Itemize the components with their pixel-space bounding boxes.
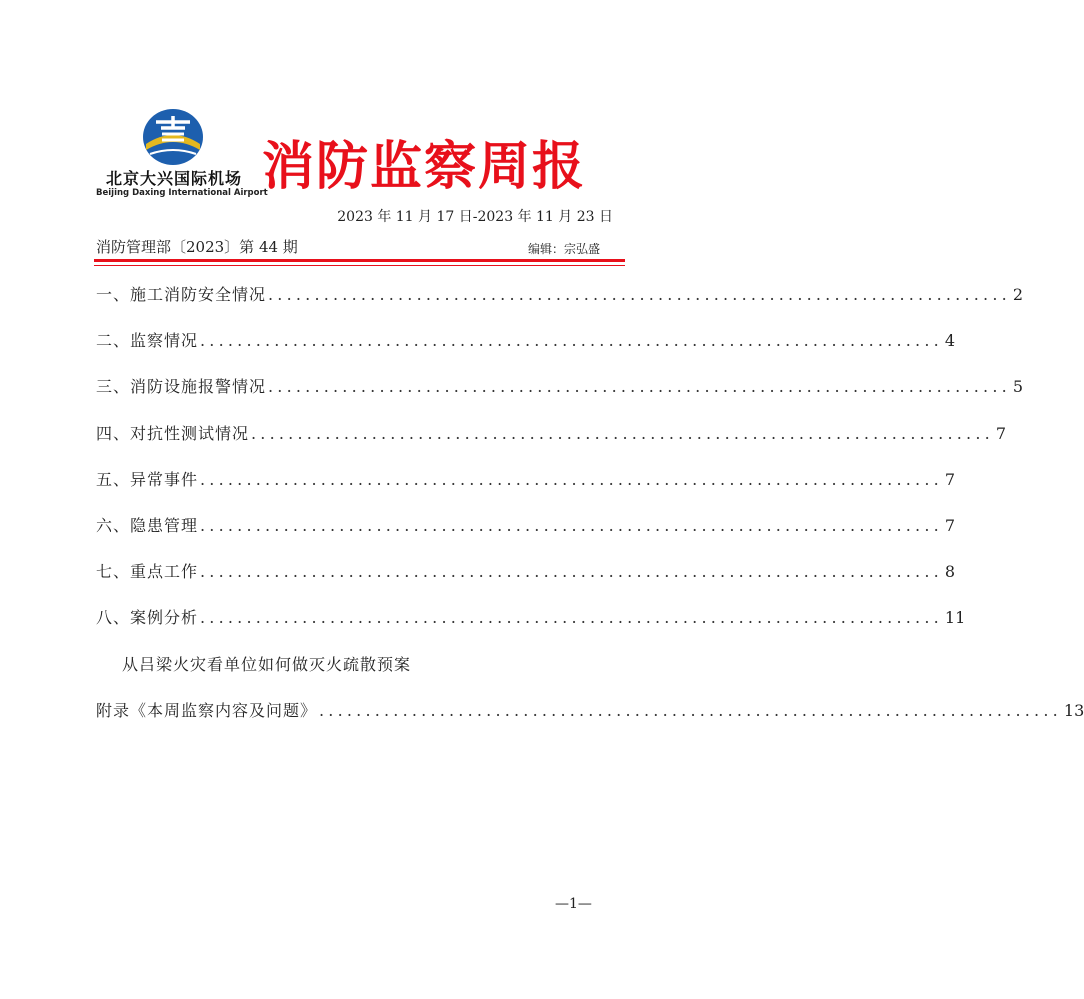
- toc-entry[interactable]: [96, 282, 1024, 328]
- toc-entry[interactable]: [96, 467, 956, 513]
- toc-appendix-entry[interactable]: [96, 698, 1084, 744]
- toc-entry-label: 五、异常事件: [96, 469, 199, 489]
- toc-entry[interactable]: [96, 328, 956, 374]
- toc-entry-page: 4: [944, 331, 956, 351]
- airport-logo: [96, 106, 268, 202]
- page-number: —1—: [555, 896, 592, 912]
- toc-entry-label: 六、隐患管理: [96, 515, 199, 535]
- toc-entry[interactable]: [96, 513, 956, 559]
- toc-leader-dots: ................................................................................: [268, 285, 1011, 304]
- toc-leader-dots: ................................................................................: [200, 562, 943, 582]
- logo-english-name: Beijing Daxing International Airport: [96, 188, 268, 198]
- toc-entry-label: 八、案例分析: [96, 608, 199, 628]
- toc-entry-page: 7: [944, 469, 956, 489]
- logo-chinese-name: 北京大兴国际机场: [105, 169, 242, 188]
- toc-leader-dots: ................................................................................: [268, 377, 1011, 397]
- report-title: 消防监察周报: [262, 136, 587, 197]
- toc-appendix-label: 附录《本周监察内容及问题》: [96, 700, 318, 720]
- toc-leader-dots: ................................................................................: [200, 469, 943, 489]
- toc-entry-page: 2: [1012, 285, 1024, 304]
- toc-entry[interactable]: [96, 374, 1024, 420]
- toc-entry-label: 七、重点工作: [96, 562, 199, 582]
- toc-entry-page: 7: [995, 423, 1007, 443]
- toc-leader-dots: ................................................................................: [251, 423, 994, 443]
- toc-leader-dots: ................................................................................: [319, 700, 1062, 720]
- toc-subentry[interactable]: 从吕梁火灾看单位如何做灭火疏散预案: [122, 654, 412, 674]
- issue-number: 消防管理部〔2023〕第 44 期: [96, 238, 298, 256]
- date-range: 2023 年 11 月 17 日-2023 年 11 月 23 日: [337, 209, 613, 225]
- table-of-contents: [96, 282, 1084, 744]
- editor-credit: 编辑：宗弘盛: [527, 242, 600, 256]
- toc-entry-page: 5: [1012, 377, 1024, 397]
- header-divider-thin: [94, 265, 625, 266]
- toc-entry-label: 二、监察情况: [96, 331, 199, 351]
- toc-entry[interactable]: [96, 559, 956, 605]
- toc-entry-page: 7: [944, 515, 956, 535]
- toc-leader-dots: ................................................................................: [200, 331, 943, 351]
- toc-entry-page: 11: [944, 608, 966, 628]
- header-divider-thick: [94, 259, 625, 262]
- toc-entry[interactable]: [96, 605, 966, 651]
- toc-entry-label: 四、对抗性测试情况: [96, 423, 250, 443]
- airport-emblem-icon: [142, 106, 204, 168]
- toc-entry-label: 三、消防设施报警情况: [96, 377, 267, 397]
- toc-entry[interactable]: [96, 421, 1007, 467]
- toc-leader-dots: ................................................................................: [200, 608, 943, 628]
- toc-appendix-page: 13: [1063, 700, 1084, 720]
- toc-leader-dots: ................................................................................: [200, 515, 943, 535]
- toc-entry-label: 一、施工消防安全情况: [96, 285, 267, 304]
- toc-entry-page: 8: [944, 562, 956, 582]
